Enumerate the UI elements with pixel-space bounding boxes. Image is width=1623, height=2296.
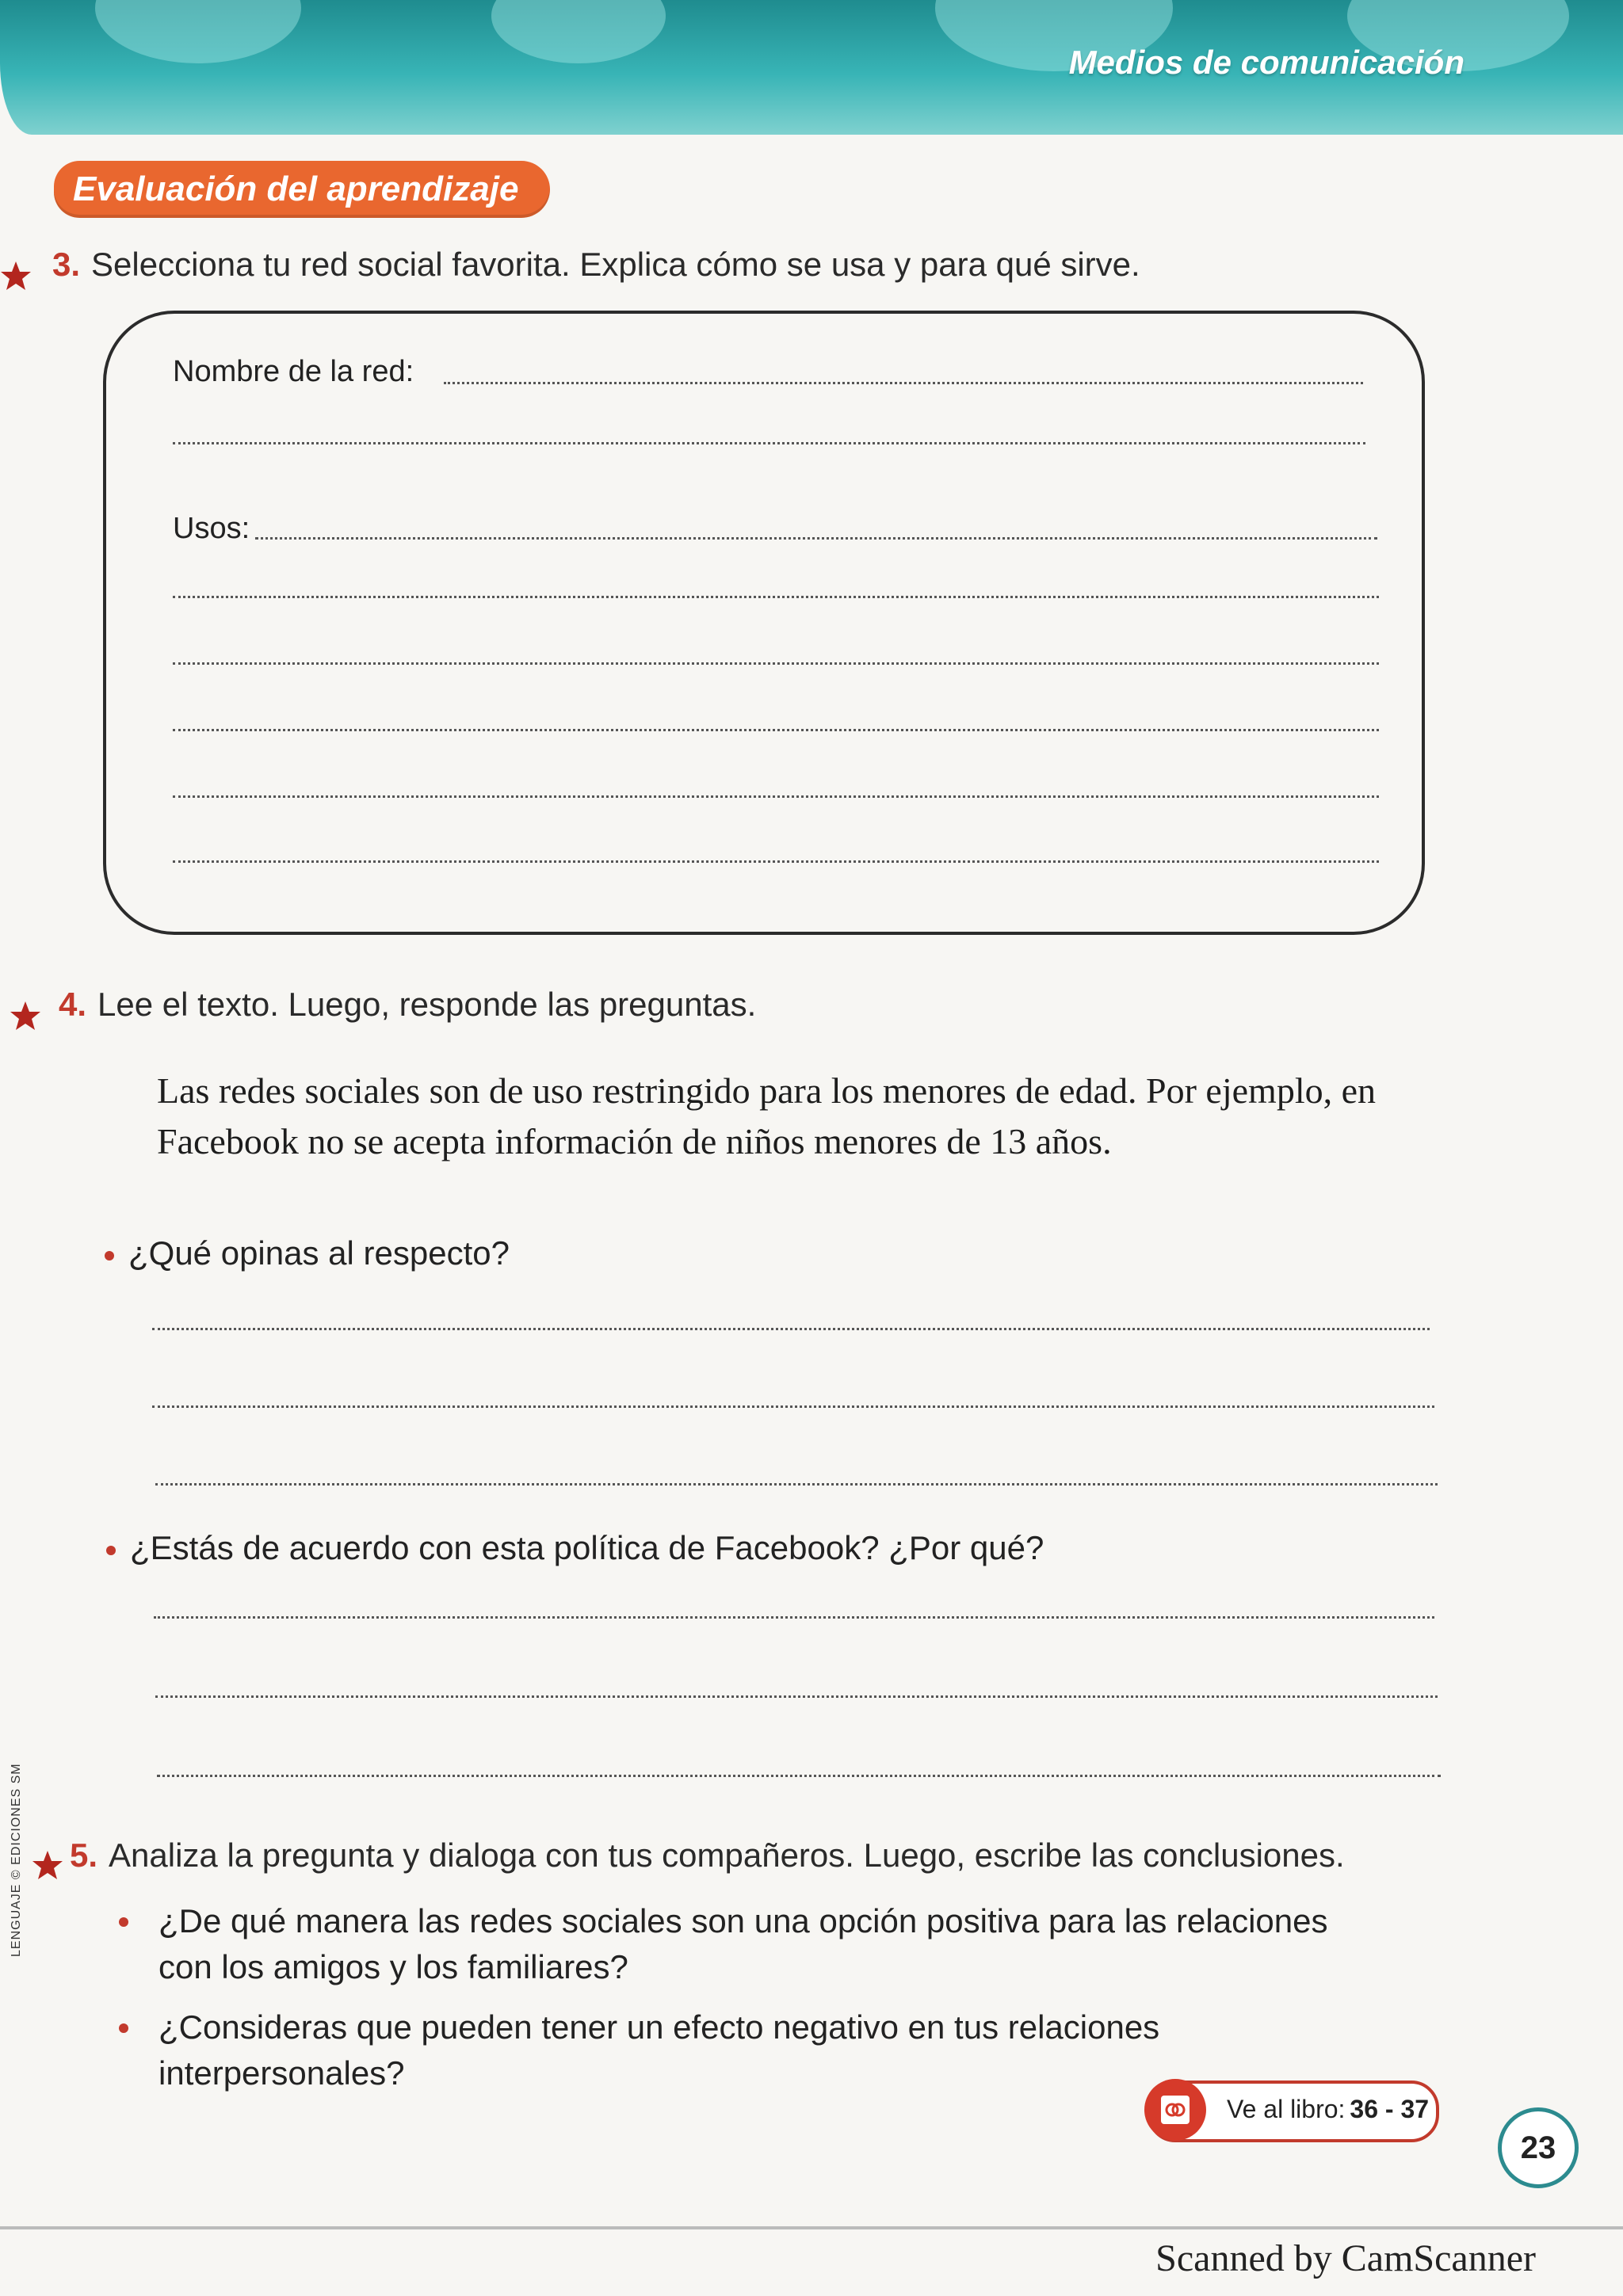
- link-icon: [1144, 2079, 1206, 2141]
- book-reference-link[interactable]: [1148, 2081, 1439, 2142]
- bullet-text: ¿Consideras que pueden tener un efecto negativo en tus relaciones interpersonales?: [158, 2008, 1160, 2092]
- bullet-icon: [119, 1917, 128, 1927]
- answer-line[interactable]: [155, 1483, 1438, 1486]
- section-tag: Evaluación del aprendizaje: [54, 161, 550, 218]
- answer-line[interactable]: [157, 1775, 1441, 1777]
- question-text: Selecciona tu red social favorita. Explica cómo se usa y para qué sirve.: [91, 246, 1140, 283]
- publisher-credit: LENGUAJE © EDICIONES SM: [10, 1763, 23, 1957]
- question-3: [52, 246, 1140, 284]
- field-label-nombre: Nombre de la red:: [173, 355, 414, 388]
- question-number: 3.: [52, 246, 81, 283]
- chain-link-icon: [1156, 2091, 1194, 2129]
- question-number: 4.: [59, 986, 87, 1023]
- scanner-watermark: Scanned by CamScanner: [1155, 2237, 1536, 2279]
- book-reference-pages: 36 - 37: [1350, 2095, 1430, 2123]
- question-4: [59, 986, 756, 1024]
- bullet-text: ¿De qué manera las redes sociales son una opción positiva para las relaciones con los amigos y los familiares?: [158, 1902, 1328, 1985]
- bullet-icon: [119, 2023, 128, 2033]
- answer-line[interactable]: [152, 1328, 1430, 1330]
- page-edge-divider: [0, 2226, 1623, 2229]
- answer-line[interactable]: [173, 860, 1379, 863]
- question-number: 5.: [70, 1836, 98, 1874]
- list-item: [119, 1898, 1387, 1990]
- answer-line[interactable]: [173, 442, 1365, 444]
- answer-line[interactable]: [255, 537, 1377, 540]
- answer-box: [103, 311, 1425, 935]
- header-banner: [0, 0, 1623, 135]
- answer-line[interactable]: [444, 382, 1363, 384]
- answer-line[interactable]: [173, 662, 1379, 665]
- question-5: [70, 1836, 1345, 1875]
- answer-line[interactable]: [155, 1695, 1438, 1698]
- question-text: Lee el texto. Luego, responde las preguntas.: [97, 986, 757, 1023]
- field-label-usos: Usos:: [173, 512, 250, 545]
- book-reference-label: Ve al libro:: [1227, 2095, 1346, 2123]
- question-5-bullets: [119, 1898, 1387, 2111]
- book-reference-text: [1227, 2095, 1429, 2124]
- question-text: Analiza la pregunta y dialoga con tus compañeros. Luego, escribe las conclusiones.: [109, 1836, 1345, 1874]
- answer-line[interactable]: [173, 596, 1379, 598]
- bullet-icon: [106, 1546, 116, 1555]
- page-number: 23: [1498, 2107, 1579, 2188]
- question-4-bullet-1: [105, 1234, 510, 1272]
- chapter-title: Medios de comunicación: [1068, 44, 1465, 81]
- reading-passage: Las redes sociales son de uso restringido para los menores de edad. Por ejemplo, en Facebook no se acepta información de niños menores de 13 años.: [157, 1070, 1377, 1161]
- question-4-bullet-2: [106, 1529, 1044, 1567]
- bullet-text: ¿Qué opinas al respecto?: [128, 1234, 510, 1272]
- star-icon: [0, 260, 32, 292]
- banner-bubble-decoration: [95, 0, 301, 63]
- star-icon: [32, 1849, 63, 1881]
- answer-line[interactable]: [173, 729, 1379, 731]
- banner-bubble-decoration: [491, 0, 666, 63]
- answer-line[interactable]: [154, 1616, 1434, 1619]
- bullet-icon: [105, 1251, 114, 1261]
- star-icon: [10, 1000, 41, 1032]
- answer-line[interactable]: [173, 795, 1379, 798]
- answer-line[interactable]: [152, 1405, 1434, 1408]
- bullet-text: ¿Estás de acuerdo con esta política de Facebook? ¿Por qué?: [130, 1529, 1044, 1566]
